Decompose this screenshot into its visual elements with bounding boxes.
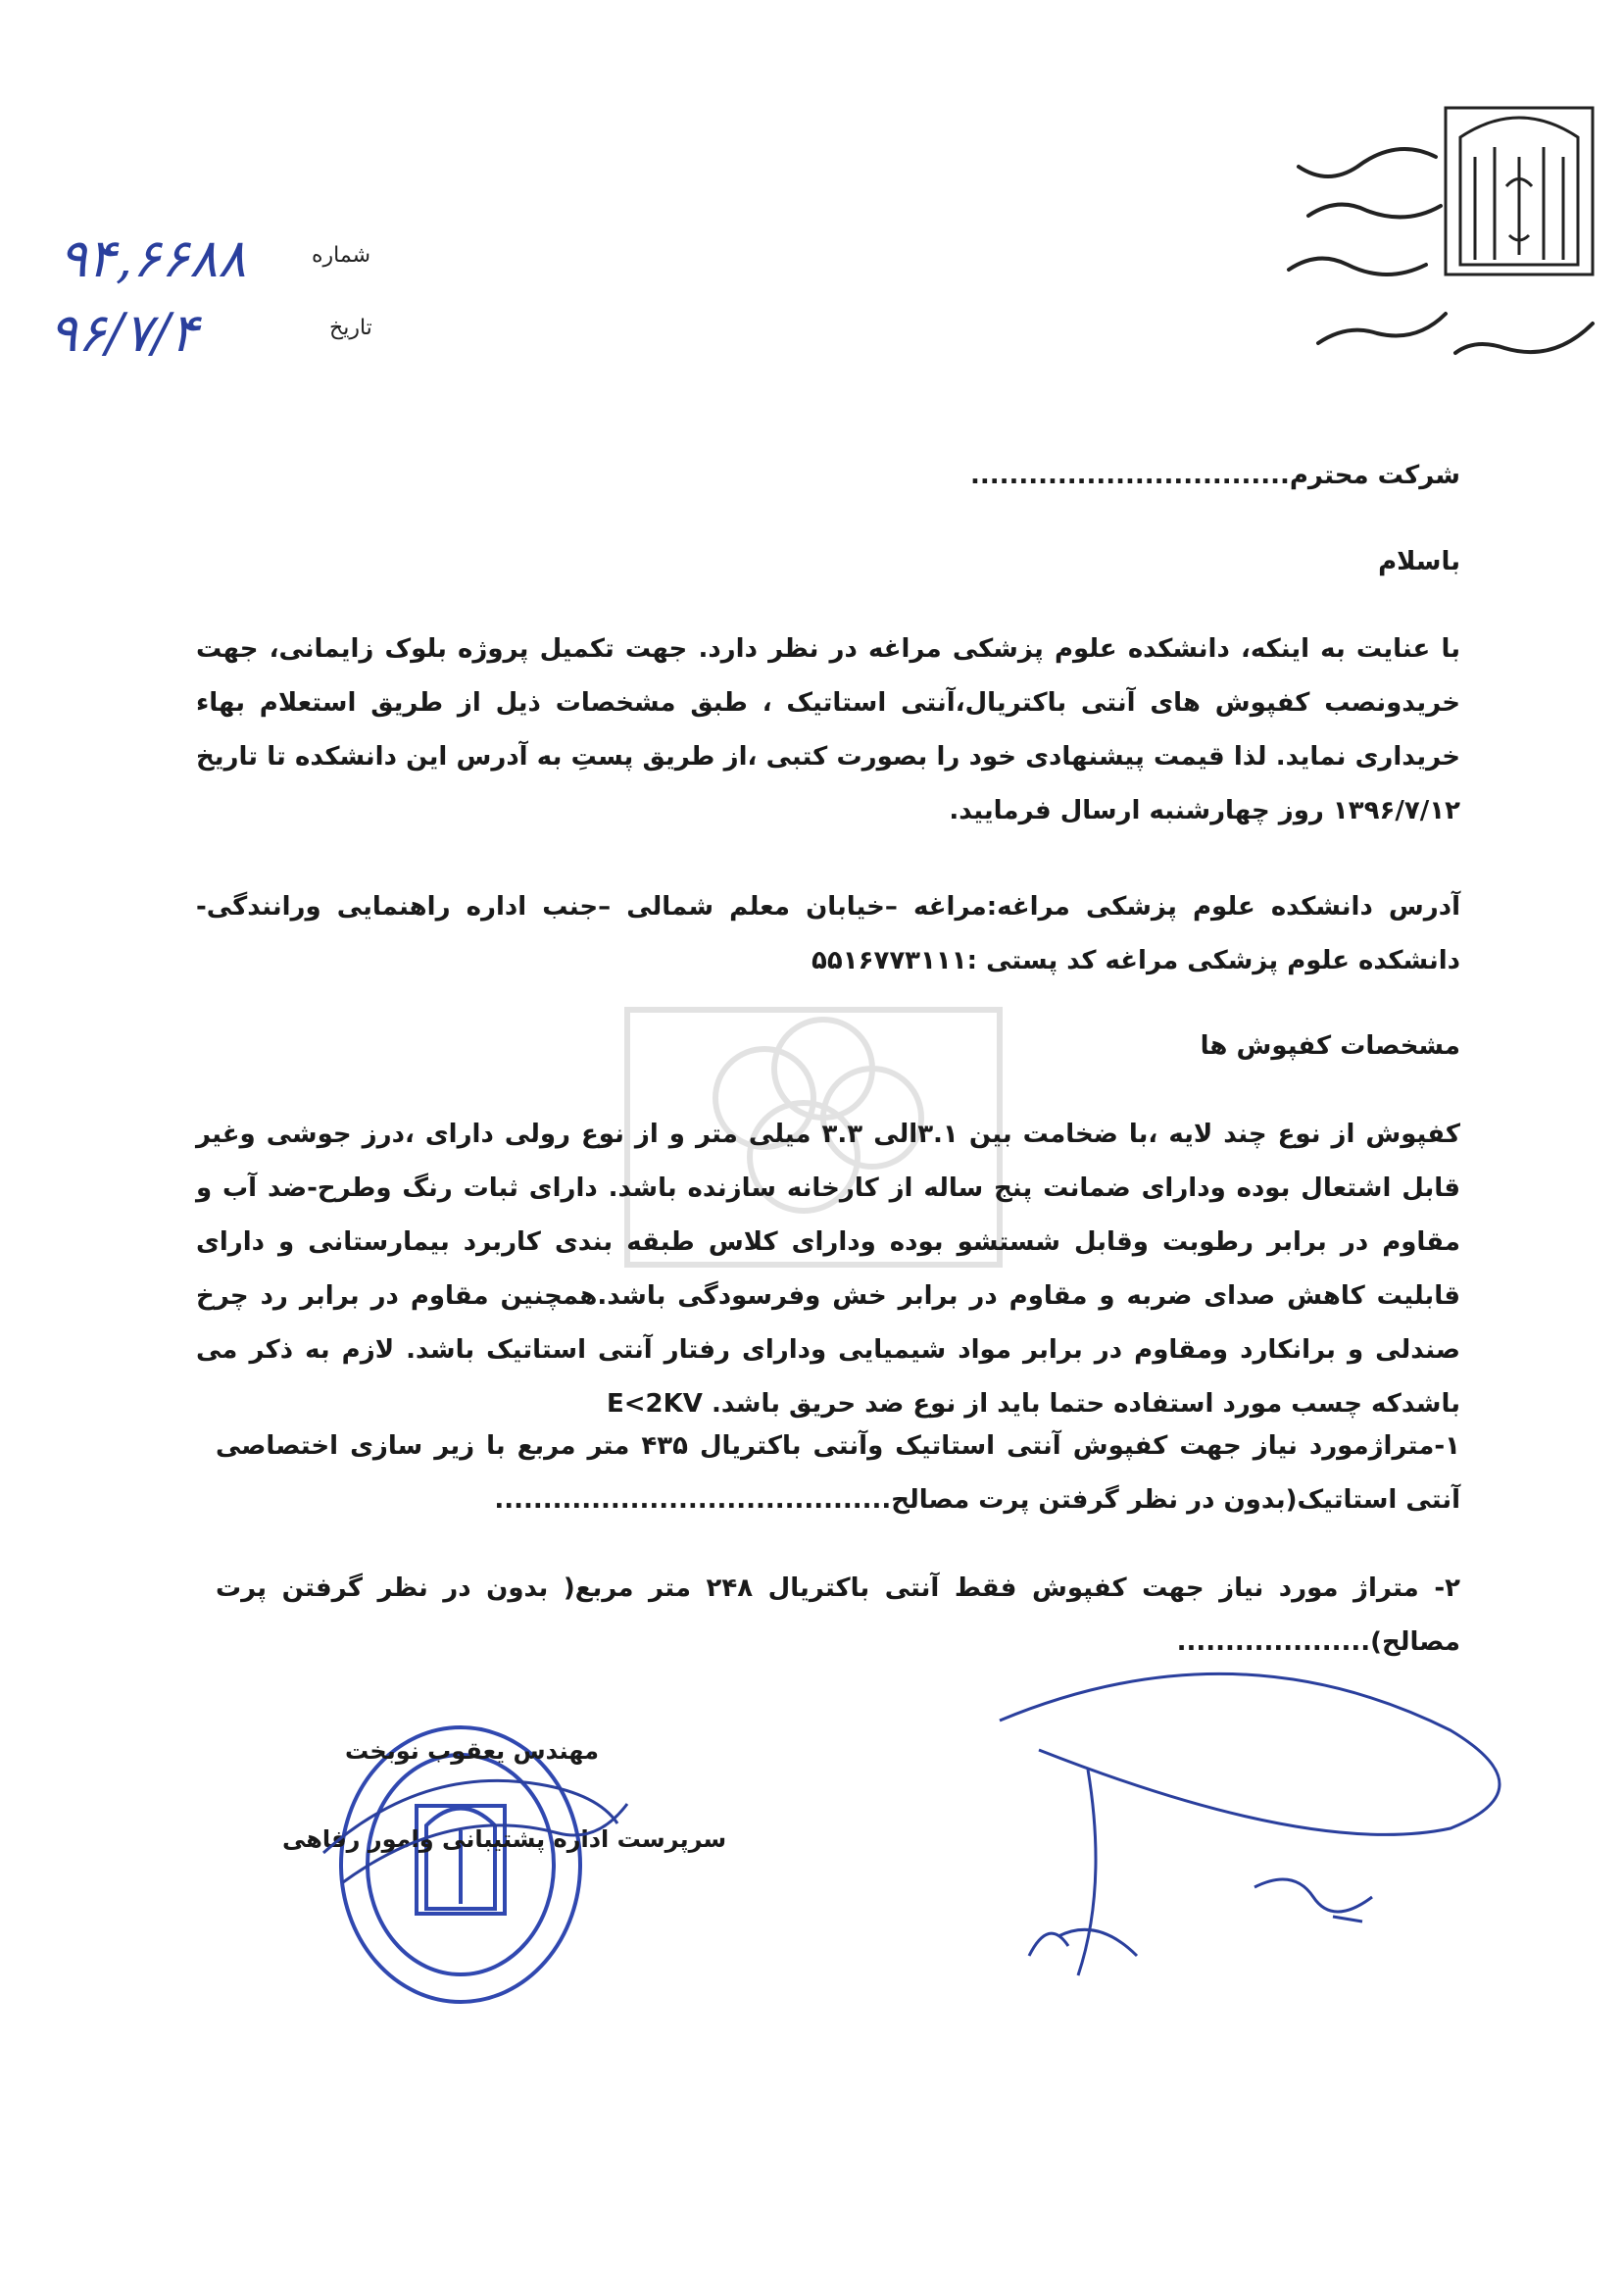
paragraph-address: آدرس دانشکده علوم پزشکی مراغه:مراغه –خیابان معلم شمالی –جنب اداره راهنمایی ورانندگی-دانشکده علوم پزشکی مراغه کد پستی :۵۵۱۶۷۷۳۱۱۱ bbox=[196, 892, 1460, 975]
date-value: ۹۶/۷/۴ bbox=[49, 302, 199, 364]
number-value: ۹۴,۶۶۸۸ bbox=[59, 227, 247, 289]
date-label: تاریخ bbox=[329, 316, 372, 340]
paragraph-specs-tail: E<2KV bbox=[607, 1389, 703, 1419]
institution-logo bbox=[1279, 98, 1612, 382]
specs-heading: مشخصات کفپوش ها bbox=[1200, 1031, 1460, 1061]
requirement-item-1: ۱-متراژمورد نیاز جهت کفپوش آنتی استاتیک وآنتی باکتریال ۴۳۵ متر مربع با زیر سازی اختصاصی آنتی استاتیک(بدون در نظر گرفتن پرت مصالح......................................... bbox=[216, 1431, 1460, 1515]
signature-right bbox=[941, 1642, 1529, 1995]
paragraph-request: با عنایت به اینکه، دانشکده علوم پزشکی مراغه در نظر دارد. جهت تکمیل پروژه بلوک زایمانی، جهت خریدونصب کفپوش های آنتی باکتریال،آنتی استاتیک ، طبق مشخصات ذیل از طریق استعلام بهاء خریداری نماید. لذا قیمت پیشنهادی خود را بصورت کتبی ،از طریق پستِ به آدرس این دانشکده تا تاریخ ۱۳۹۶/۷/۱۲ روز چهارشنبه ارسال فرمایید. bbox=[196, 634, 1460, 825]
paragraph-specs-text: کفپوش از نوع چند لایه ،با ضخامت بین ۳.۱الی ۳.۳ میلی متر و از نوع رولی دارای ،درز جوشی وغیر قابل اشتعال بوده ودارای ضمانت پنج ساله از کارخانه سازنده باشد. دارای ثبات رنگ وطرح-ضد آب و مقاوم در برابر رطوبت وقابل شستشو بوده ودارای کلاس طبقه بندی کاربرد بیمارستانی و دارای قابلیت کاهش صدای ضربه و مقاوم در برابر خش وفرسودگی باشد.همچنین مقاوم در برابر رد چرخ صندلی و برانکارد ومقاوم در برابر مواد شیمیایی ودارای رفتار آنتی استاتیک باشد. لازم به ذکر می باشدکه چسب مورد استفاده حتما باید از نوع ضد حریق باشد. bbox=[196, 1120, 1461, 1419]
recipient-line: شرکت محترم................................. bbox=[969, 461, 1460, 490]
requirement-item-2: ۲- متراژ مورد نیاز جهت کفپوش فقط آنتی باکتریال ۲۴۸ متر مربع( بدون در نظر گرفتن پرت مصالح).................... bbox=[216, 1573, 1460, 1657]
number-label: شماره bbox=[312, 243, 371, 268]
signer-title: سرپرست اداره پشتیبانی وامور رفاهی bbox=[282, 1825, 727, 1853]
paragraph-specs bbox=[196, 1108, 1460, 1431]
greeting: باسلام bbox=[1378, 547, 1460, 576]
signature-left bbox=[304, 1745, 637, 1912]
signer-name: مهندس یعقوب نوبخت bbox=[345, 1737, 599, 1765]
